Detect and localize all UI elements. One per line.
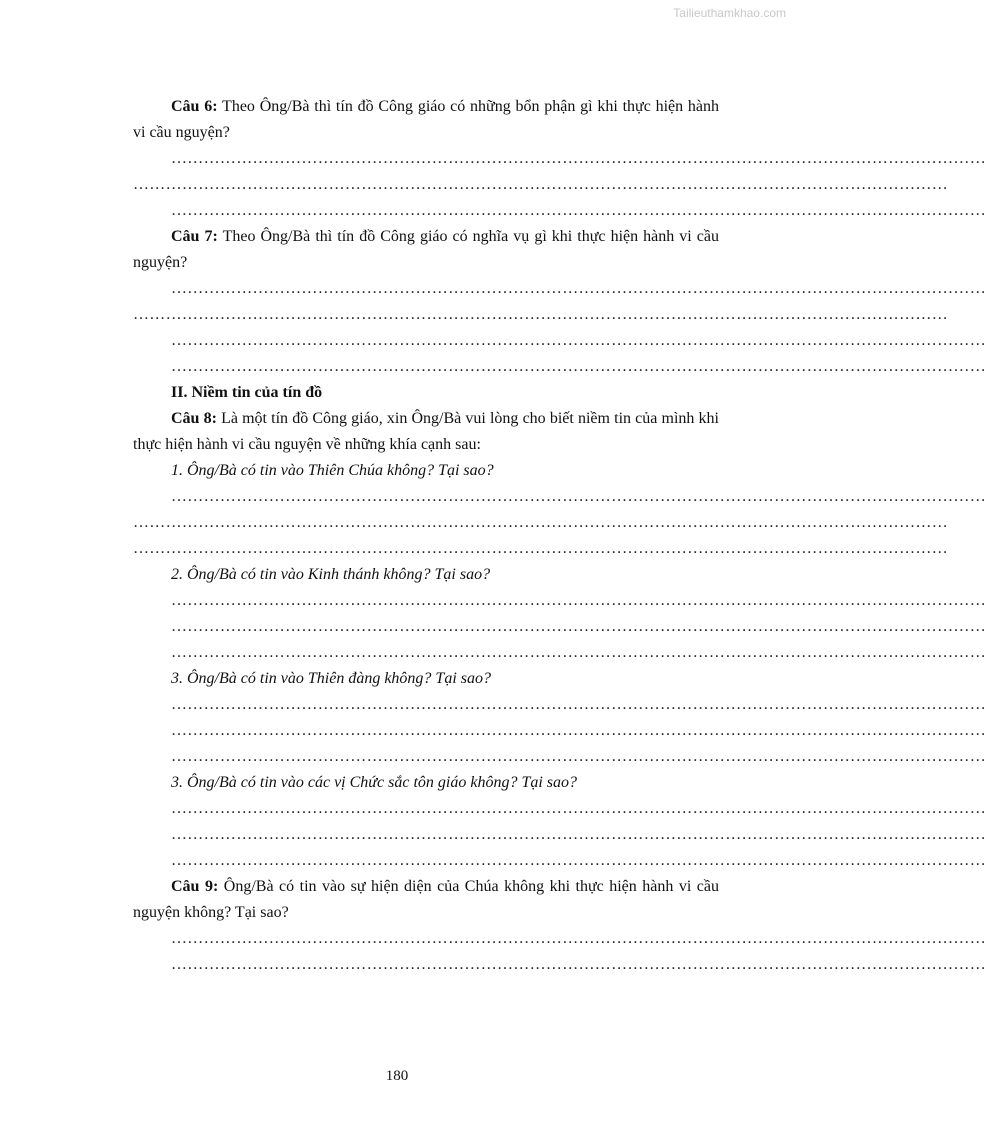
answer-line[interactable]: …………………………………………………………………………………………………………………………………… — [171, 202, 986, 219]
answer-line[interactable]: …………………………………………………………………………………………………………………………………… — [171, 852, 986, 869]
question-8-sub-4: 3. Ông/Bà có tin vào các vị Chức sắc tôn giáo không? Tại sao? — [171, 774, 578, 791]
answer-line[interactable]: …………………………………………………………………………………………………………………………………… — [171, 488, 986, 505]
question-7-text: Theo Ông/Bà thì tín đồ Công giáo có nghĩa vụ gì khi thực hiện hành vi cầu nguyện? — [133, 228, 719, 271]
answer-line[interactable]: …………………………………………………………………………………………………………………………………… — [171, 332, 986, 349]
answer-line[interactable]: …………………………………………………………………………………………………………………………………… — [133, 540, 948, 557]
answer-line[interactable]: …………………………………………………………………………………………………………………………………… — [171, 748, 986, 765]
question-6-text: Theo Ông/Bà thì tín đồ Công giáo có những bổn phận gì khi thực hiện hành vi cầu nguyện? — [133, 98, 719, 141]
question-9-label: Câu 9: — [171, 878, 219, 895]
question-8-label: Câu 8: — [171, 410, 217, 427]
answer-line[interactable]: …………………………………………………………………………………………………………………………………… — [171, 696, 986, 713]
question-9 — [133, 874, 719, 926]
question-7-label: Câu 7: — [171, 228, 218, 245]
question-8-text: Là một tín đồ Công giáo, xin Ông/Bà vui lòng cho biết niềm tin của mình khi thực hiện hành vi cầu nguyện về những khía cạnh sau: — [133, 410, 720, 453]
answer-line[interactable]: …………………………………………………………………………………………………………………………………… — [133, 306, 948, 323]
watermark: Tailieuthamkhao.com — [673, 6, 786, 20]
answer-line[interactable]: …………………………………………………………………………………………………………………………………… — [171, 150, 986, 167]
question-8-sub-1: 1. Ông/Bà có tin vào Thiên Chúa không? Tại sao? — [171, 462, 494, 479]
answer-line[interactable]: …………………………………………………………………………………………………………………………………… — [171, 644, 986, 661]
page-content — [133, 94, 986, 978]
answer-line[interactable]: …………………………………………………………………………………………………………………………………… — [171, 618, 986, 635]
answer-line[interactable]: …………………………………………………………………………………………………………………………………… — [133, 176, 948, 193]
answer-line[interactable]: …………………………………………………………………………………………………………………………………… — [171, 930, 986, 947]
answer-line[interactable]: …………………………………………………………………………………………………………………………………… — [171, 826, 986, 843]
answer-line[interactable]: …………………………………………………………………………………………………………………………………… — [171, 722, 986, 739]
answer-line[interactable]: …………………………………………………………………………………………………………………………………… — [171, 280, 986, 297]
question-8 — [133, 406, 719, 458]
answer-line[interactable]: …………………………………………………………………………………………………………………………………… — [133, 514, 948, 531]
question-8-sub-3: 3. Ông/Bà có tin vào Thiên đàng không? Tại sao? — [171, 670, 491, 687]
question-8-sub-2: 2. Ông/Bà có tin vào Kinh thánh không? Tại sao? — [171, 566, 491, 583]
question-9-text: Ông/Bà có tin vào sự hiện diện của Chúa không khi thực hiện hành vi cầu nguyện không? Tại sao? — [133, 878, 720, 921]
section-heading: II. Niềm tin của tín đồ — [171, 384, 323, 401]
answer-line[interactable]: …………………………………………………………………………………………………………………………………… — [171, 592, 986, 609]
answer-line[interactable]: …………………………………………………………………………………………………………………………………… — [171, 358, 986, 375]
page-number: 180 — [385, 1068, 409, 1084]
question-6 — [133, 94, 719, 146]
answer-line[interactable]: …………………………………………………………………………………………………………………………………… — [171, 956, 986, 973]
answer-line[interactable]: …………………………………………………………………………………………………………………………………… — [171, 800, 986, 817]
question-7 — [133, 224, 719, 276]
question-6-label: Câu 6: — [171, 98, 218, 115]
